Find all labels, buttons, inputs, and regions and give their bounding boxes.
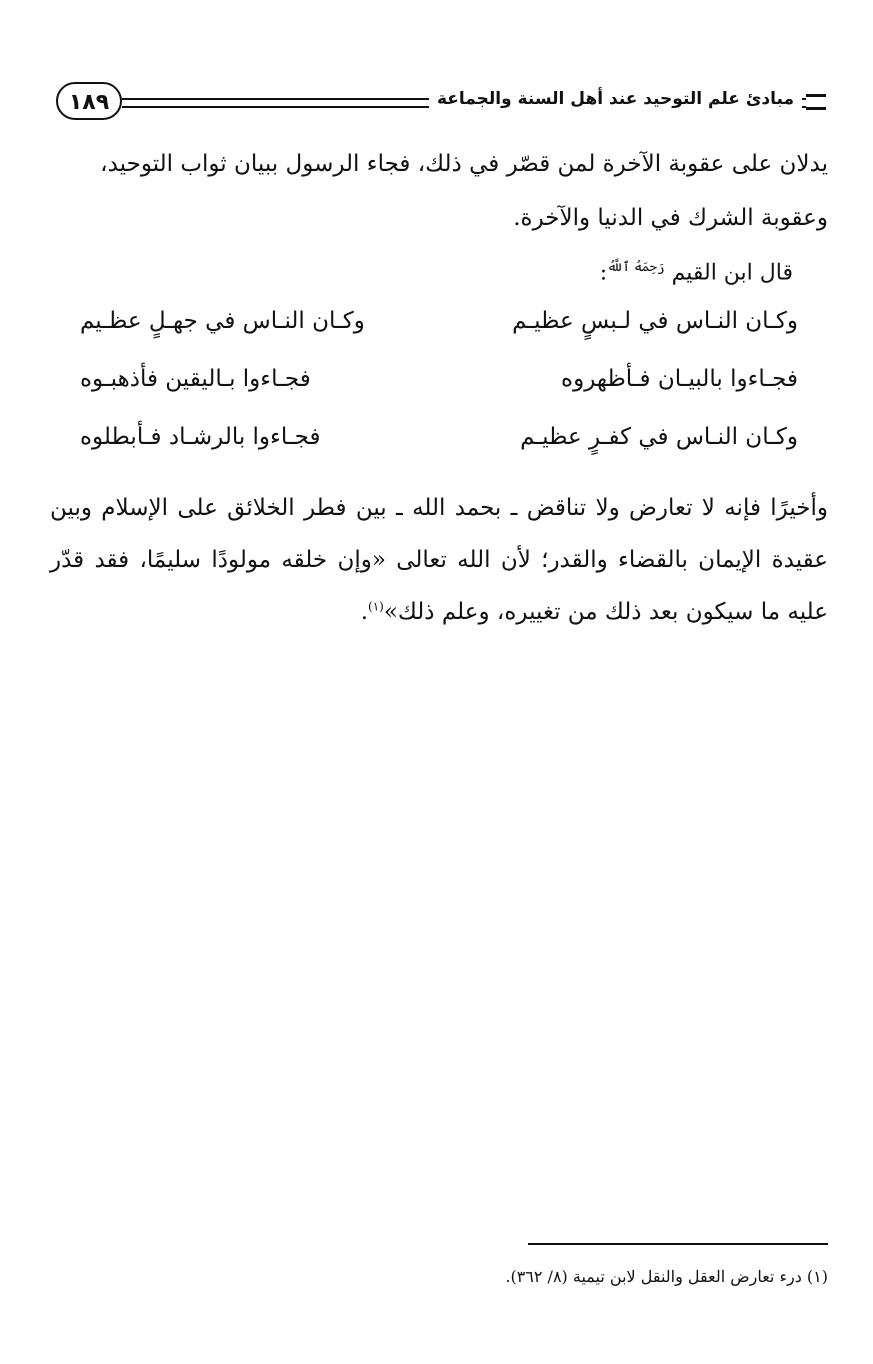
paragraph-2-end: . bbox=[360, 599, 369, 625]
header-ornament bbox=[806, 94, 826, 110]
verse-first-hemistich: وكـان النـاس في كفـرٍ عظيـم bbox=[520, 424, 798, 450]
verse-line bbox=[80, 292, 798, 350]
running-title: مبادئ علم التوحيد عند أهل السنة والجماعة bbox=[429, 84, 802, 114]
verse-second-hemistich: وكـان النـاس في جهـلٍ عظـيم bbox=[80, 308, 365, 334]
poem bbox=[80, 292, 798, 466]
page-header bbox=[56, 78, 826, 126]
footnote-reference: (١) bbox=[368, 599, 384, 614]
paragraph-1-line-2: وعقوبة الشرك في الدنيا والآخرة. bbox=[513, 205, 828, 231]
verse-line bbox=[80, 350, 798, 408]
verse-second-hemistich: فجـاءوا بالرشـاد فـأبطلوه bbox=[80, 424, 321, 450]
honorific: رَحِمَهُ ٱللَّهُ bbox=[607, 260, 665, 275]
verse-intro bbox=[600, 246, 793, 295]
footnote-divider bbox=[528, 1243, 828, 1245]
paragraph-2-text: وأخيرًا فإنه لا تعارض ولا تناقض ـ بحمد الله ـ بين فطر الخلائق على الإسلام وبين عقيدة الإيمان بالقضاء والقدر؛ لأن الله تعالى «وإن خلقه مولودًا سليمًا، فقد قدّر عليه ما سيكون بعد ذلك من تغييره، وعلم ذلك» bbox=[50, 495, 828, 625]
footnote-1: (١) درء تعارض العقل والنقل لابن تيمية (٨/ ٣٦٢). bbox=[505, 1267, 828, 1286]
verse-first-hemistich: فجـاءوا بالبيـان فـأظهروه bbox=[561, 366, 798, 392]
paragraph-1-line-1: يدلان على عقوبة الآخرة لمن قصّر في ذلك، فجاء الرسول ببيان ثواب التوحيد، bbox=[100, 151, 828, 177]
verse-second-hemistich: فجـاءوا بـاليقين فأذهبـوه bbox=[80, 366, 311, 392]
page-number: ١٨٩ bbox=[56, 82, 122, 120]
verse-line bbox=[80, 408, 798, 466]
verse-intro-text: قال ابن القيم bbox=[671, 260, 793, 286]
paragraph-2 bbox=[50, 482, 828, 638]
verse-first-hemistich: وكـان النـاس في لـبسٍ عظيـم bbox=[512, 308, 798, 334]
verse-intro-colon: : bbox=[599, 260, 608, 286]
